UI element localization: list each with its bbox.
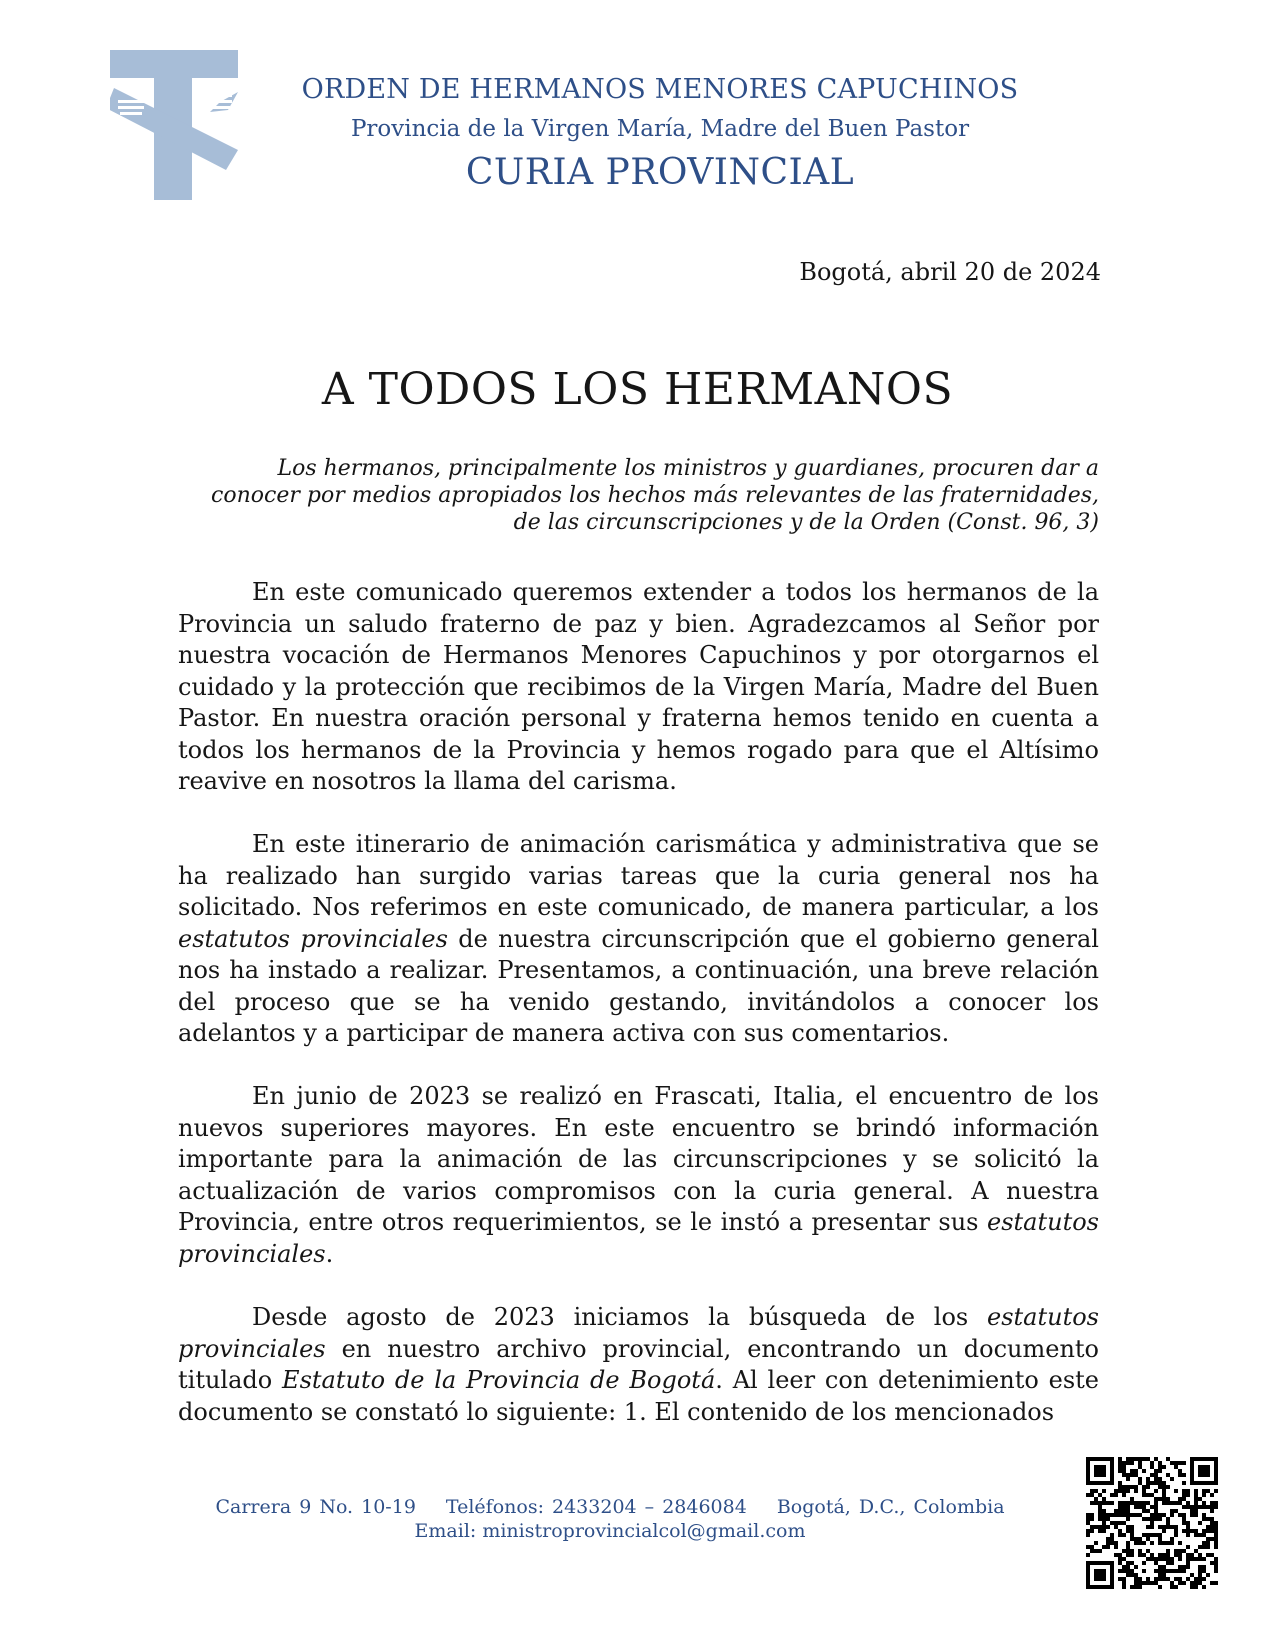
text-run: . bbox=[325, 1239, 334, 1268]
footer-email[interactable]: Email: ministroprovincialcol@gmail.com bbox=[414, 1520, 806, 1542]
province-name: Provincia de la Virgen María, Madre del Buen Pastor bbox=[350, 116, 970, 142]
italic-term: estatutos provinciales bbox=[178, 924, 448, 953]
footer-address: Carrera 9 No. 10-19 bbox=[215, 1496, 416, 1518]
body-paragraph-4 bbox=[178, 1302, 1099, 1428]
body-paragraph-3 bbox=[178, 1081, 1099, 1270]
epigraph-line: Los hermanos, principalmente los ministros y guardianes, procuren dar a bbox=[277, 456, 1099, 481]
text-run: en nuestro archivo provincial, encontrando un documento titulado bbox=[178, 1334, 1099, 1394]
italic-title: Estatuto de la Provincia de Bogotá bbox=[282, 1366, 716, 1394]
qr-code-icon bbox=[1086, 1457, 1218, 1589]
footer-phones: Teléfonos: 2433204 – 2846084 bbox=[445, 1496, 747, 1518]
footer-contact bbox=[160, 1496, 1060, 1518]
body-paragraph-1: En este comunicado queremos extender a todos los hermanos de la Provincia un saludo fraterno de paz y bien. Agradezcamos al Señor por nuestra vocación de Hermanos Menores Capuchinos y por otorgarnos el cuidado y la protección que recibimos de la Virgen María, Madre del Buen Pastor. En nuestra oración personal y fraterna hemos tenido en cuenta a todos los hermanos de la Provincia y hemos rogado para que el Altísimo reavive en nosotros la llama del carisma. bbox=[178, 578, 1099, 795]
order-name: ORDEN DE HERMANOS MENORES CAPUCHINOS bbox=[301, 74, 1019, 105]
text-run: En junio de 2023 se realizó en Frascati, Italia, el encuentro de los nuevos superiores mayores. En este encuentro se brindó información importante para la animación de las circunscripciones y se solicitó la actualización de varios compromisos con la curia general. A nuestra Provincia, entre otros requerimientos, se le instó a presentar sus bbox=[178, 1082, 1099, 1236]
text-run: Desde agosto de 2023 iniciamos la búsqueda de los bbox=[252, 1303, 988, 1331]
italic-term: estatutos provinciales bbox=[178, 1303, 1099, 1363]
epigraph bbox=[178, 455, 1099, 536]
letter-date: Bogotá, abril 20 de 2024 bbox=[799, 258, 1101, 286]
text-run: . Al leer con detenimiento este documento se constató lo siguiente: 1. El contenido de los mencionados bbox=[178, 1366, 1099, 1426]
text-run: En este itinerario de animación carismática y administrativa que se ha realizado han surgido varias tareas que la curia general nos ha solicitado. Nos referimos en este comunicado, de manera particular, a los bbox=[178, 830, 1099, 921]
text-run: de nuestra circunscripción que el gobierno general nos ha instado a realizar. Presentamos, a continuación, una breve relación del proceso que se ha venido gestando, invitándolos a conocer los adelantos y a participar de manera activa con sus comentarios. bbox=[178, 924, 1099, 1047]
epigraph-line: de las circunscripciones y de la Orden (Const. 96, 3) bbox=[513, 510, 1099, 535]
letter-title: A TODOS LOS HERMANOS bbox=[321, 364, 954, 415]
epigraph-line: conocer por medios apropiados los hechos más relevantes de las fraternidades, bbox=[211, 483, 1099, 508]
curia-title: CURIA PROVINCIAL bbox=[465, 152, 855, 193]
body-paragraph-2 bbox=[178, 829, 1099, 1050]
footer-city: Bogotá, D.C., Colombia bbox=[776, 1496, 1005, 1518]
order-logo bbox=[110, 50, 245, 208]
italic-term: estatutos provinciales bbox=[178, 1208, 1099, 1268]
